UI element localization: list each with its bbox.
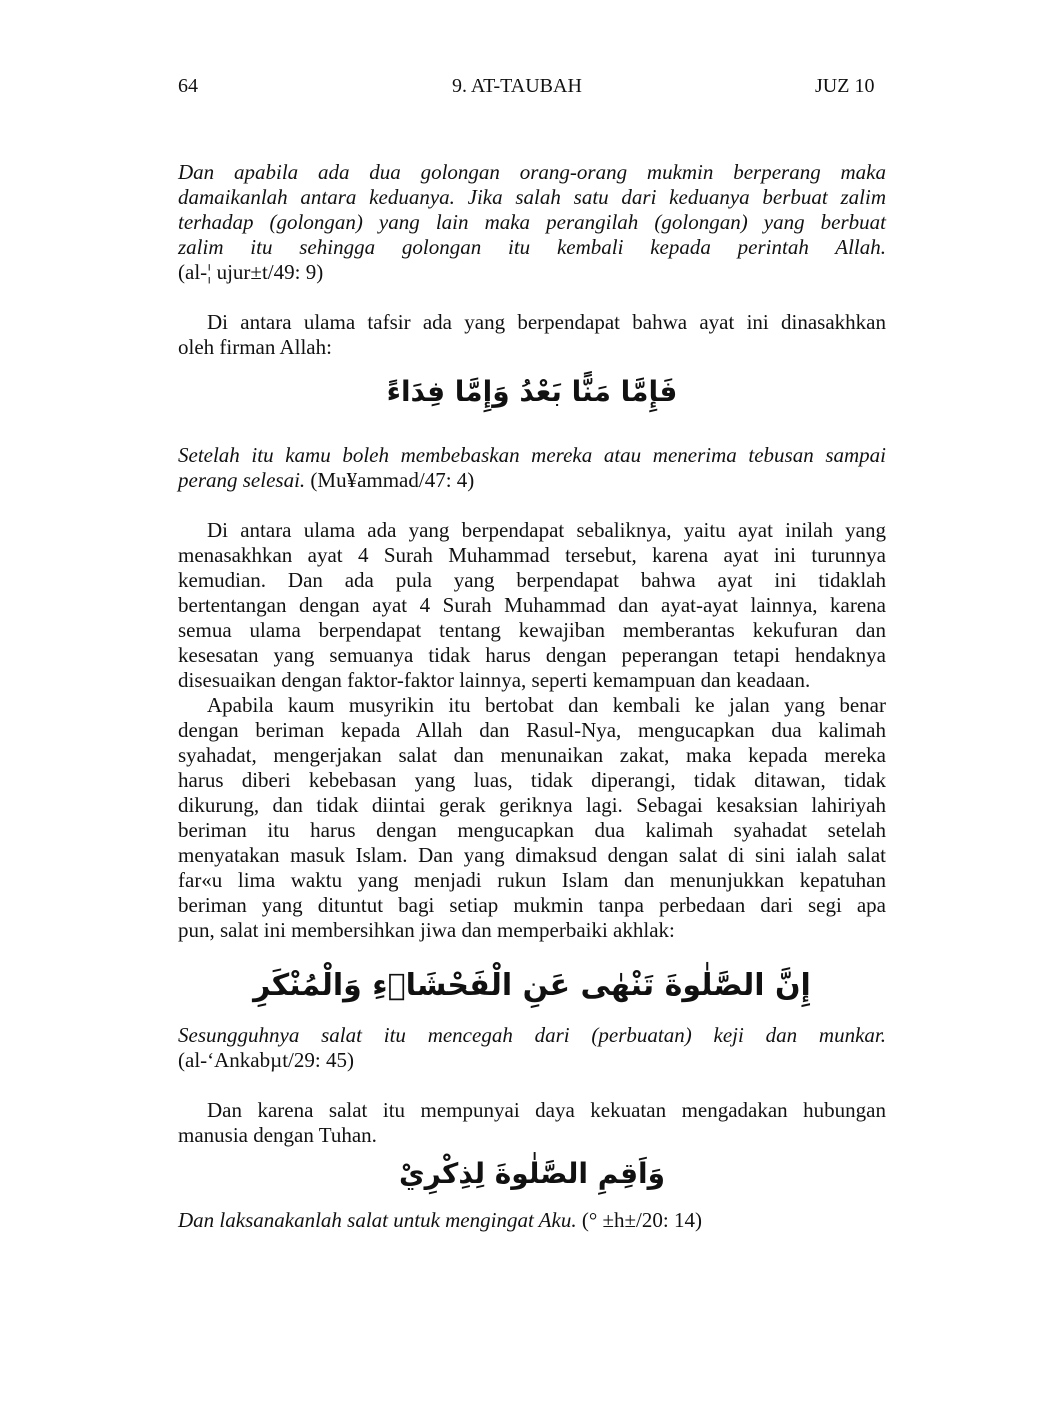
text-line: Apabila kaum musyrikin itu bertobat dan kembali ke jalan yang benar (207, 693, 886, 717)
arabic-verse: وَاَقِمِ الصَّلٰوةَ لِذِكْرِيْ (398, 1157, 666, 1190)
text-line: dikurung, dan tidak diintai gerak geriknya lagi. Sebagai kesaksian lahiriyah (178, 793, 886, 817)
text-line: Dan apabila ada dua golongan orang-orang mukmin berperang maka (178, 160, 886, 184)
text-line: perang selesai. (178, 468, 306, 492)
text-line: Di antara ulama ada yang berpendapat sebaliknya, yaitu ayat inilah yang (207, 518, 886, 542)
text-line: semua ulama berpendapat tentang kewajiban memberantas kekufuran dan (178, 618, 886, 642)
text-line: dengan beriman kepada Allah dan Rasul-Nya, mengucapkan dua kalimah (178, 718, 886, 742)
chapter-title: 9. AT-TAUBAH (452, 75, 582, 97)
arabic-verse: إِنَّ الصَّلٰوةَ تَنْهٰى عَنِ الْفَحْشَاۤءِ وَالْمُنْكَرِ (253, 968, 811, 1003)
text-line: manusia dengan Tuhan. (178, 1123, 377, 1147)
text-line: Di antara ulama tafsir ada yang berpendapat bahwa ayat ini dinasakhkan (207, 310, 886, 334)
arabic-verse: فَإِمَّا مَنًّا بَعْدُ وَإِمَّا فِدَاءً (386, 375, 678, 408)
citation: (Mu¥ammad/47: 4) (310, 468, 475, 492)
text-line: harus diberi kebebasan yang luas, tidak diperangi, tidak ditawan, tidak (178, 768, 886, 792)
text-line: syahadat, mengerjakan salat dan menunaikan zakat, maka kepada mereka (178, 743, 886, 767)
verse-translation-2 (178, 443, 886, 493)
text-line: beriman yang dituntut bagi setiap mukmin tanpa perbedaan dari segi apa (178, 893, 886, 917)
text-line: Setelah itu kamu boleh membebaskan mereka atau menerima tebusan sampai (178, 443, 886, 467)
verse-translation-1 (178, 160, 886, 285)
paragraph (178, 518, 886, 943)
juz-label: JUZ 10 (815, 75, 875, 97)
text-line: Dan karena salat itu mempunyai daya kekuatan mengadakan hubungan (207, 1098, 886, 1122)
citation: (al-¦ ujur±t/49: 9) (178, 260, 324, 284)
text-line: kesesatan yang semuanya tidak harus dengan peperangan tetapi hendaknya (178, 643, 886, 667)
paragraph (178, 1098, 886, 1148)
text-line: kemudian. Dan ada pula yang berpendapat bahwa ayat ini tidaklah (178, 568, 886, 592)
text-line: far«u lima waktu yang menjadi rukun Islam dan menunjukkan kepatuhan (178, 868, 886, 892)
text-line: zalim itu sehingga golongan itu kembali kepada perintah Allah. (178, 235, 886, 259)
text-line: menasakhkan ayat 4 Surah Muhammad tersebut, karena ayat ini turunnya (178, 543, 886, 567)
text-line: disesuaikan dengan faktor-faktor lainnya, seperti kemampuan dan keadaan. (178, 668, 811, 692)
text-line: menyatakan masuk Islam. Dan yang dimaksud dengan salat di sini ialah salat (178, 843, 886, 867)
citation: (° ±h±/20: 14) (581, 1208, 702, 1232)
verse-translation-4 (178, 1208, 886, 1233)
text-line: Sesungguhnya salat itu mencegah dari (perbuatan) keji dan munkar. (178, 1023, 886, 1047)
text-line: bertentangan dengan ayat 4 Surah Muhammad dan ayat-ayat lainnya, karena (178, 593, 886, 617)
paragraph (178, 310, 886, 360)
text-line: oleh firman Allah: (178, 335, 332, 359)
text-line: Dan laksanakanlah salat untuk mengingat Aku. (178, 1208, 577, 1232)
text-line: damaikanlah antara keduanya. Jika salah satu dari keduanya berbuat zalim (178, 185, 886, 209)
text-line: pun, salat ini membersihkan jiwa dan memperbaiki akhlak: (178, 918, 675, 942)
citation: (al-‘Ankabµt/29: 45) (178, 1048, 354, 1072)
page-number: 64 (178, 75, 198, 97)
verse-translation-3 (178, 1023, 886, 1073)
text-line: beriman itu harus dengan mengucapkan dua kalimah syahadat setelah (178, 818, 886, 842)
text-line: terhadap (golongan) yang lain maka perangilah (golongan) yang berbuat (178, 210, 886, 234)
